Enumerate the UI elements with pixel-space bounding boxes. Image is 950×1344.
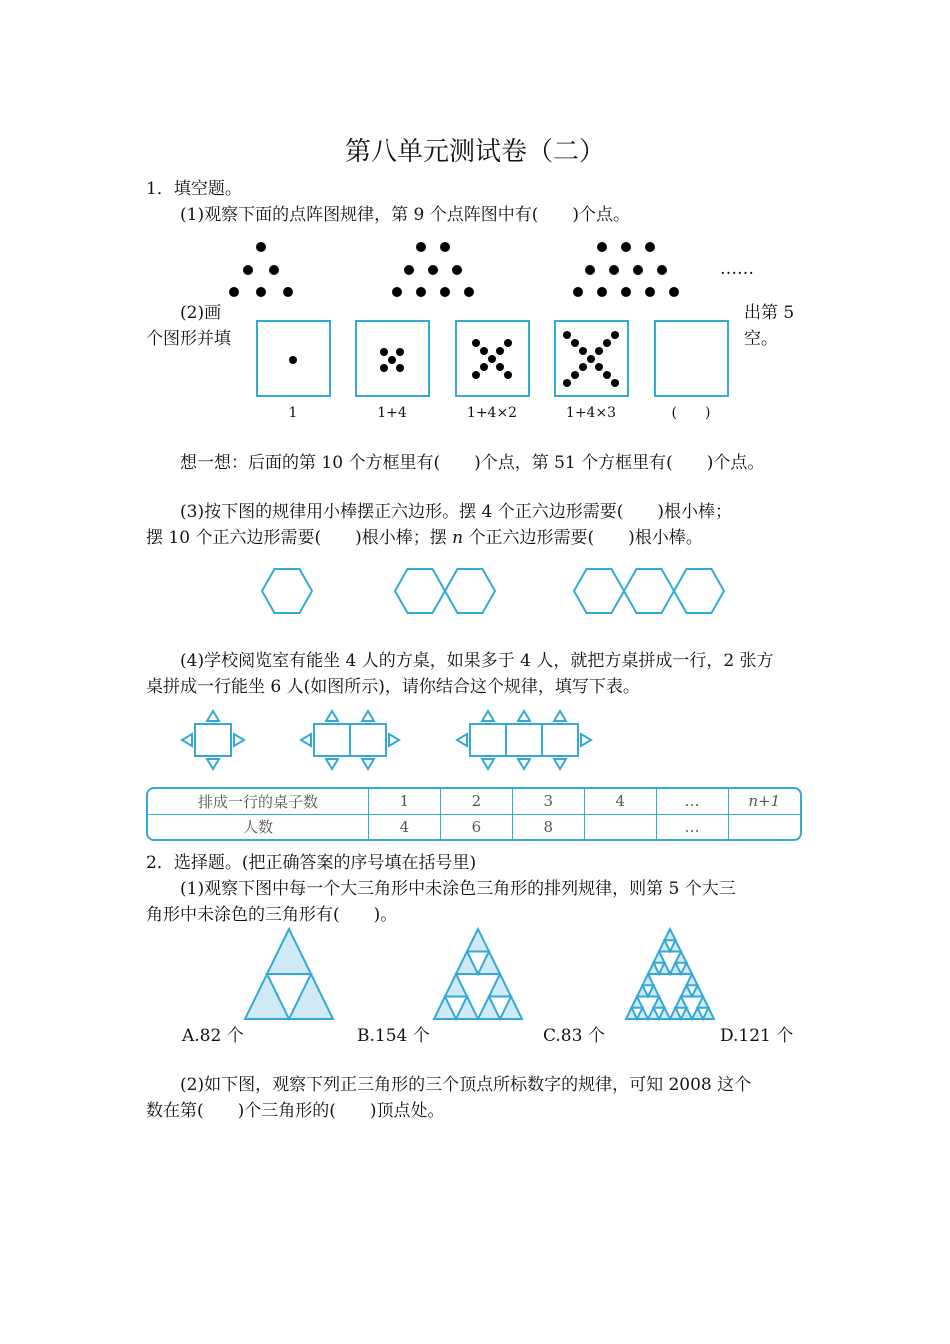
table-cell: 2	[440, 789, 512, 814]
q1-part2-text-c: 出第 5	[744, 303, 795, 323]
q1-part2-text-d: 空。	[744, 329, 778, 349]
table-cell: 8	[512, 814, 584, 839]
table-cell: 4	[584, 789, 656, 814]
table-cell: …	[656, 789, 728, 814]
q1-part2-text-a: (2)画	[180, 303, 222, 323]
q2-heading: 2．选择题。(把正确答案的序号填在括号里)	[146, 853, 477, 873]
option-d[interactable]: D.121 个	[720, 1026, 794, 1046]
table-cell: n+1	[728, 789, 800, 814]
box-label: 1+4×3	[565, 405, 617, 421]
q2-part1-line1: (1)观察下图中每一个大三角形中未涂色三角形的排列规律，则第 5 个大三	[180, 879, 736, 899]
table-cell: …	[656, 814, 728, 839]
q1-part3-line1: (3)按下图的规律用小棒摆正六边形。摆 4 个正六边形需要( )根小棒；	[180, 502, 732, 522]
q2-part1-line2: 角形中未涂色的三角形有( )。	[146, 905, 398, 925]
table-cell: 6	[440, 814, 512, 839]
option-a[interactable]: A.82 个	[182, 1026, 244, 1046]
box-label: 1+4×2	[466, 405, 518, 421]
q1-heading: 1．填空题。	[146, 179, 242, 199]
page-title: 第八单元测试卷（二）	[344, 137, 605, 167]
table-header-cell: 人数	[148, 814, 369, 839]
q2-part2-line2: 数在第( )个三角形的( )顶点处。	[146, 1101, 445, 1121]
table-cell: 3	[512, 789, 584, 814]
q1-part3-line2: 摆 10 个正六边形需要( )根小棒；摆 n 个正六边形需要( )根小棒。	[146, 528, 703, 548]
q1-part1-text: (1)观察下面的点阵图规律，第 9 个点阵图中有( )个点。	[180, 205, 630, 225]
box-label: 1+4	[377, 405, 407, 421]
option-b[interactable]: B.154 个	[357, 1026, 430, 1046]
box-label: ( )	[671, 405, 711, 421]
box-label: 1	[288, 405, 298, 421]
q1-part4-line2: 桌拼成一行能坐 6 人(如图所示)，请你结合这个规律，填写下表。	[146, 677, 640, 697]
q1-think-text: 想一想：后面的第 10 个方框里有( )个点，第 51 个方框里有( )个点。	[180, 453, 765, 473]
option-c[interactable]: C.83 个	[543, 1026, 605, 1046]
table-cell: 1	[369, 789, 441, 814]
table-header-cell: 排成一行的桌子数	[148, 789, 369, 814]
q2-part2-line1: (2)如下图，观察下列正三角形的三个顶点所标数字的规律，可知 2008 这个	[180, 1075, 752, 1095]
q1-part4-line1: (4)学校阅览室有能坐 4 人的方桌，如果多于 4 人，就把方桌拼成一行，2 张方	[180, 651, 774, 671]
dots-ellipsis: ……	[720, 259, 754, 279]
table-cell: 4	[369, 814, 441, 839]
q1-part2-text-b: 个图形并填	[146, 329, 231, 349]
